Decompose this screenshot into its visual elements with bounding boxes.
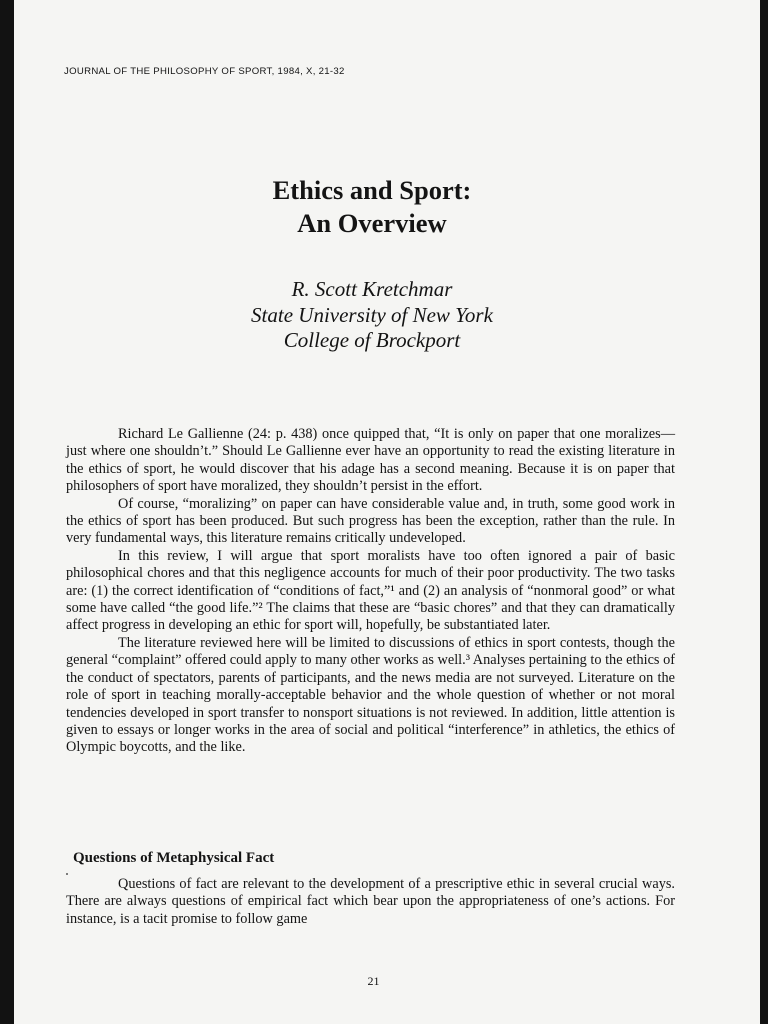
article-title (14, 174, 730, 240)
paper-page (14, 0, 760, 1024)
article-body (66, 426, 675, 757)
body-paragraph: In this review, I will argue that sport moralists have too often ignored a pair of basic philosophical chores and that this negligence accounts for much of their poor productivity. The two tasks are: (1) the correct identification of “conditions of fact,”¹ and (2) an analysis of “nonmoral good” or what some have called “the good life.”² The claims that these are “basic chores” and that they can dramatically affect progress in developing an ethic for sport will, hopefully, be substantiated later. (66, 547, 675, 634)
author-affiliation-1: State University of New York (251, 302, 493, 327)
title-line-1: Ethics and Sport: (272, 175, 472, 205)
author-byline (14, 277, 730, 354)
section-heading: Questions of Metaphysical Fact (73, 850, 275, 866)
body-paragraph: The literature reviewed here will be limited to discussions of ethics in sport contests, though the general “complaint” offered could apply to many other works as well.³ Analyses pertaining to the ethics of the conduct of spectators, parents of participants, and the news media are not surveyed. Literature on the role of sport in teaching morally-acceptable behavior and the whole question of whether or not moral tendencies developed in sport transfer to nonsport situations is not reviewed. In addition, little attention is given to essays or longer works in the area of social and political “interference” in athletics, the ethics of Olympic boycotts, and the like. (66, 634, 675, 756)
author-name: R. Scott Kretchmar (291, 277, 453, 301)
section-paragraph: Questions of fact are relevant to the development of a prescriptive ethic in several crucial ways. There are always questions of empirical fact which bear upon the appropriateness of one’s actions. For instance, is a tacit promise to follow game (66, 876, 675, 927)
body-paragraph: Of course, “moralizing” on paper can have considerable value and, in truth, some good work in the ethics of sport has been produced. But such progress has been the exception, rather than the rule. In very fundamental ways, this literature remains critically undeveloped. (66, 495, 675, 547)
body-paragraph: Richard Le Gallienne (24: p. 438) once quipped that, “It is only on paper that one moralizes—just where one shouldn’t.” Should Le Gallienne ever have an opportunity to read the existing literature in the ethics of sport, he would discover that his adage has a second meaning. Because it is on paper that philosophers of sport have moralized, they shouldn’t persist in the effort. (66, 426, 675, 495)
section-body (66, 876, 675, 928)
page-number: 21 (367, 974, 380, 988)
scan-speck (66, 873, 68, 875)
running-head: JOURNAL OF THE PHILOSOPHY OF SPORT, 1984, X, 21-32 (64, 66, 345, 77)
author-affiliation-2: College of Brockport (283, 328, 461, 352)
title-line-2: An Overview (297, 208, 447, 238)
